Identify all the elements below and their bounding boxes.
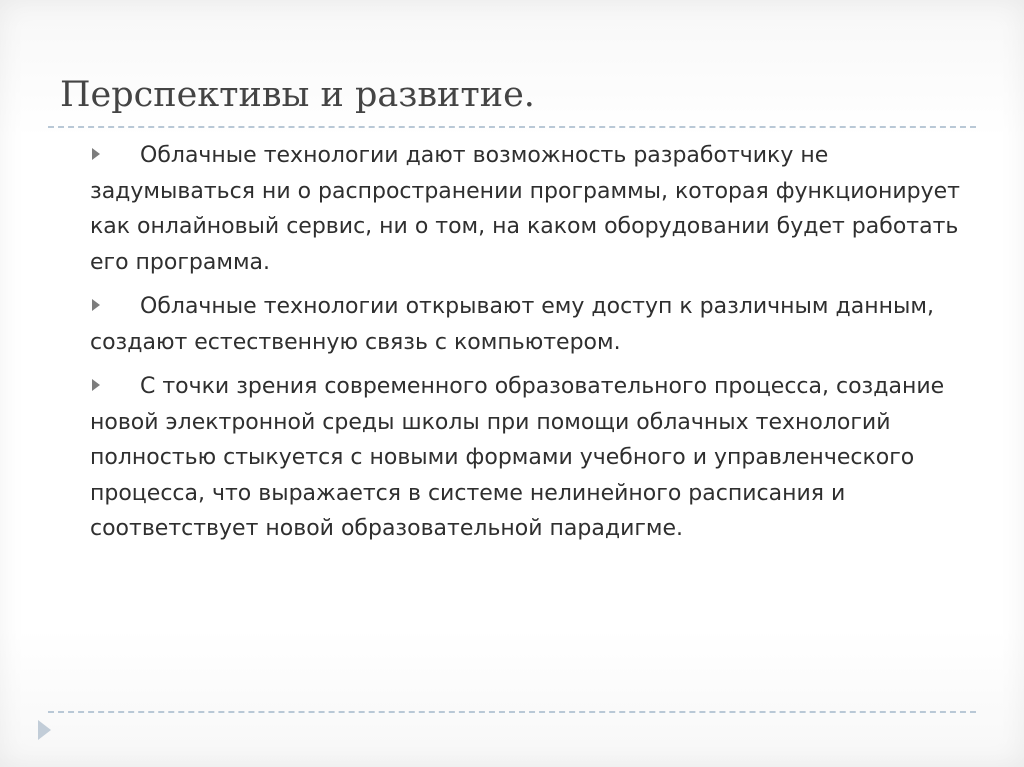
- triangle-right-icon: [38, 720, 51, 740]
- bullet-text: С точки зрения современного образовательного процесса, создание новой электронной среды школы при помощи облачных технологий полностью стыкуется с новыми формами учебного и управленческого процесса, что выражается в системе нелинейного расписания и соответствует новой образовательной парадигме.: [90, 374, 945, 541]
- title-divider: [48, 126, 976, 128]
- triangle-right-icon: [92, 299, 100, 311]
- footer-divider: [48, 711, 976, 713]
- slide-title: Перспективы и развитие.: [60, 75, 535, 115]
- bullet-list: [90, 138, 970, 556]
- bullet-text: Облачные технологии открывают ему доступ к различным данным, создают естественную связь с компьютером.: [90, 294, 934, 355]
- bullet-item: [90, 289, 970, 360]
- triangle-right-icon: [92, 379, 100, 391]
- triangle-right-icon: [92, 148, 100, 160]
- bullet-item: [90, 138, 970, 280]
- bullet-item: [90, 369, 970, 547]
- bullet-text: Облачные технологии дают возможность разработчику не задумываться ни о распространении программы, которая функционирует как онлайновый сервис, ни о том, на каком оборудовании будет работать его программа.: [90, 143, 960, 275]
